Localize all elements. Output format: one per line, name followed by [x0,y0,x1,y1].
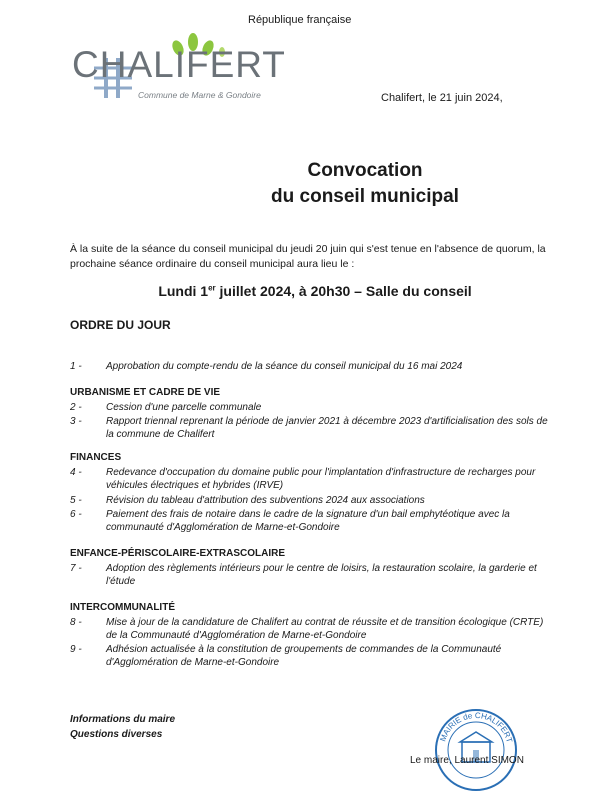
agenda-item [70,616,550,642]
item-number: 2 - [70,402,82,413]
agenda-item [70,508,550,534]
meeting-date [130,283,500,299]
item-number: 1 - [70,361,82,372]
page-title [200,158,530,209]
item-number: 6 - [70,509,82,520]
republic-label: République française [248,14,352,26]
item-text: Approbation du compte-rendu de la séance du conseil municipal du 16 mai 2024 [106,361,463,372]
stamp-text: MAIRIE de CHALIFERT [438,710,515,744]
meeting-day: Lundi 1 [158,283,209,299]
agenda-item [70,415,550,441]
item-text: Mise à jour de la candidature de Chalifert au contrat de réussite et de transition écologique (CRTE) de la Communauté d'Agglomération de Marne-et-Gondoire [106,617,544,641]
title-line-2: du conseil municipal [271,185,459,207]
info-mayor: Informations du maire [70,714,176,725]
item-text: Rapport triennal reprenant la période de janvier 2021 à décembre 2023 d'artificialisation des sols de la commune de Chalifert [106,416,548,440]
item-number: 8 - [70,617,82,628]
meeting-sup: er [208,283,216,293]
mayor-signature: Le maire, Laurent SIMON [410,755,524,766]
item-text: Cession d'une parcelle communale [106,402,262,413]
item-text: Paiement des frais de notaire dans le cadre de la signature d'un bail emphytéotique avec la communauté d'Agglomération de Marne-et-Gondoire [106,509,510,533]
item-number: 7 - [70,563,82,574]
item-text: Adoption des règlements intérieurs pour le centre de loisirs, la restauration scolaire, la garderie et l'étude [106,563,537,587]
town-hall-stamp [432,706,520,794]
closing-notes [70,713,175,742]
item-number: 5 - [70,495,82,506]
item-text: Révision du tableau d'attribution des subventions 2024 aux associations [106,495,425,506]
item-number: 4 - [70,467,82,478]
title-line-1: Convocation [307,160,423,181]
agenda-item [70,401,550,414]
town-logo [72,30,286,104]
agenda-item [70,494,550,507]
item-text: Redevance d'occupation du domaine public pour l'implantation d'infrastructure de recharges pour véhicules électriques et hybrides (IRVE) [106,467,536,491]
logo-tagline: Commune de Marne & Gondoire [138,90,261,100]
item-text: Adhésion actualisée à la constitution de groupements de commandes de la Communauté d'Agglomération de Marne-et-Gondoire [106,644,502,668]
agenda-title: ORDRE DU JOUR [70,318,171,332]
item-number: 3 - [70,416,82,427]
section-urbanisme: URBANISME ET CADRE DE VIE [70,387,221,398]
svg-text:MAIRIE de CHALIFERT [438,711,514,744]
section-finances: FINANCES [70,452,122,463]
meeting-rest: juillet 2024, à 20h30 – Salle du conseil [215,283,472,299]
section-intercommunalite: INTERCOMMUNALITÉ [70,602,175,613]
agenda-item [70,643,550,669]
agenda-item [70,360,550,373]
info-questions: Questions diverses [70,728,163,740]
agenda-item [70,562,550,588]
section-enfance: ENFANCE-PÉRISCOLAIRE-EXTRASCOLAIRE [70,548,286,559]
place-date: Chalifert, le 21 juin 2024, [381,92,503,104]
agenda-item [70,466,550,492]
intro-paragraph: À la suite de la séance du conseil municipal du jeudi 20 juin qui s'est tenue en l'absence de quorum, la prochaine séance ordinaire du conseil municipal aura lieu le : [70,243,546,271]
item-number: 9 - [70,644,82,655]
logo-wordmark: CHALIFERT [72,44,286,85]
